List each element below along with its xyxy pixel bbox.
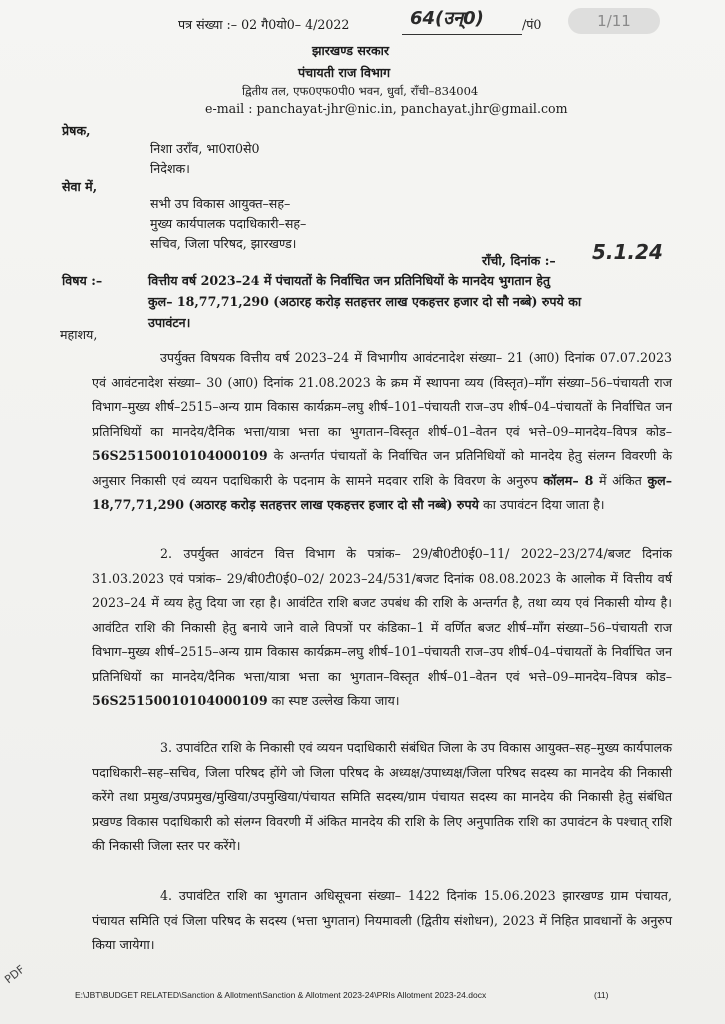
sender-name: निशा उराँव, भा0रा0से0 [150,141,260,156]
subject-line-2: कुल– 18,77,71,290 (अठारह करोड़ सतहत्तर लाख एकहत्तर हजार दो सौ नब्बे) रुपये का [148,294,582,309]
page-indicator: 1/11 [568,8,660,34]
date-handwritten: 5.1.24 [592,240,663,264]
subject-line-1: वित्तीय वर्ष 2023–24 में पंचायतों के निर्वाचित जन प्रतिनिधियों के मानदेय भुगतान हेतु [148,273,551,288]
sender-designation: निदेशक। [150,161,190,176]
paragraph-1-code: 56S25150010104000109 [92,448,268,463]
handwritten-underline [402,34,522,35]
paragraph-1-text-d: का उपावंटन दिया जाता है। [478,497,605,512]
letter-number: पत्र संख्या :– 02 गै0यो0– 4/2022 [178,17,350,32]
date-label: राँची, दिनांक :– [482,253,556,268]
paragraph-1-column: कॉलम– 8 [543,472,594,488]
department-email: e-mail : panchayat-jhr@nic.in, panchayat.jhr@gmail.com [205,101,568,116]
letter-number-handwritten: 64(उन्0) [410,8,484,29]
subject-label: विषय :– [62,273,103,288]
department-name: पंचायती राज विभाग [298,65,391,80]
recipient-line-1: सभी उप विकास आयुक्त–सह– [150,196,291,211]
pdf-stamp: PDF [2,962,28,987]
paragraph-2 [92,542,672,714]
footer-file-path: E:\JBT\BUDGET RELATED\Sanction & Allotment\Sanction & Allotment 2023-24\PRIs Allotment 2023-24.docx [75,990,487,1000]
paragraph-2-text-b: का स्पष्ट उल्लेख किया जाय। [267,693,400,708]
sender-label: प्रेषक, [62,123,91,138]
paragraph-4: 4. उपावंटित राशि का भुगतान अधिसूचना संख्या– 1422 दिनांक 15.06.2023 झारखण्ड ग्राम पंचायत, पंचायत समिति एवं जिला परिषद के सदस्य (भत्ता भुगतान) नियमावली (द्वितीय संशोधन), 2023 में निहित प्रावधानों के अनुरुप किया जायेगा। [92,888,672,952]
paragraph-1-text-b: के अन्तर्गत पंचायतों के निर्वाचित जन प्रतिनिधियों को मानदेय हेतु संलग्न विवरणी के अनुसार निकासी एवं व्ययन पदाधिकारी के पदनाम के सामने मदवार राशि के विवरण के अनुरुप [92,448,672,488]
paragraph-1-total: कुल– 18,77,71,290 (अठारह करोड़ सतहत्तर लाख एकहत्तर हजार दो सौ नब्बे) रुपये [92,472,672,512]
letter-number-suffix: /पं0 [522,17,542,32]
department-address: द्वितीय तल, एफ0एफ0पी0 भवन, धुर्वा, राँची–834004 [242,84,479,98]
paragraph-1-text-c: में अंकित [593,472,648,488]
salutation: महाशय, [60,327,98,342]
recipient-line-3: सचिव, जिला परिषद, झारखण्ड। [150,236,297,251]
recipient-label: सेवा में, [62,179,98,194]
govt-name: झारखण्ड सरकार [312,43,390,58]
paragraph-2-text-a: 2. उपर्युक्त आवंटन वित्त विभाग के पत्रांक– 29/बी0टी0ई0–11/ 2022–23/274/बजट दिनांक 31.03.2023 एवं पत्रांक– 29/बी0टी0ई0–02/ 2023–24/531/बजट दिनांक 08.08.2023 के आलोक में वित्तीय वर्ष 2023–24 में व्यय हेतु दिया जा रहा है। आवंटित राशि बजट उपबंध की राशि के अन्तर्गत है, तथा व्यय एवं निकासी योग्य है। आवंटित राशि की निकासी हेतु बनाये जाने वाले विपत्रों पर कंडिका–1 में वर्णित बजट शीर्ष–माँग संख्या–56–पंचायती राज विभाग–मुख्य शीर्ष–2515–अन्य ग्राम विकास कार्यक्रम–लघु शीर्ष–101–पंचायती राज–उप शीर्ष–04–पंचायतों के निर्वाचित जन प्रतिनिधियों का मानदेय/दैनिक भत्ता/यात्रा भत्ता का भुगतान–विस्तृत शीर्ष–01–वेतन एवं भत्ते–09–मानदेय–विपत्र कोड– [92,546,672,684]
paragraph-2-code: 56S25150010104000109 [92,693,268,708]
footer-page-number: (11) [594,990,609,1000]
paragraph-1-text-a: उपर्युक्त विषयक वित्तीय वर्ष 2023–24 में विभागीय आवंटनादेश संख्या– 21 (आ0) दिनांक 07.07.2023 एवं आवंटनादेश संख्या– 30 (आ0) दिनांक 21.08.2023 के क्रम में स्थापना व्यय (विस्तृत)–माँग संख्या–56–पंचायती राज विभाग–मुख्य शीर्ष–2515–अन्य ग्राम विकास कार्यक्रम–लघु शीर्ष–101–पंचायती राज–उप शीर्ष–04–पंचायतों के निर्वाचित जन प्रतिनिधियों का मानदेय/दैनिक भत्ता/यात्रा भत्ता का भुगतान–विस्तृत शीर्ष–01–वेतन एवं भत्ते–09–मानदेय–विपत्र कोड– [92,350,672,439]
paragraph-3: 3. उपावंटित राशि के निकासी एवं व्ययन पदाधिकारी संबंधित जिला के उप विकास आयुक्त–सह–मुख्य कार्यपालक पदाधिकारी–सह–सचिव, जिला परिषद होंगे जो जिला परिषद के अध्यक्ष/उपाध्यक्ष/जिला परिषद सदस्य का मानदेय की निकासी करेंगे तथा प्रमुख/उपप्रमुख/मुखिया/उपमुखिया/पंचायत समिति सदस्य/ग्राम पंचायत सदस्य का मानदेय की निकासी हेतु संबंधित प्रखण्ड विकास पदाधिकारी को संलग्न विवरणी में अंकित मानदेय की राशि के लिए अनुपातिक राशि का उपावंटन के पश्चात् राशि की निकासी जिला स्तर पर करेंगे। [92,740,672,853]
subject-line-3: उपावंटन। [148,315,191,330]
recipient-line-2: मुख्य कार्यपालक पदाधिकारी–सह– [150,216,307,231]
paragraph-1 [92,346,672,518]
